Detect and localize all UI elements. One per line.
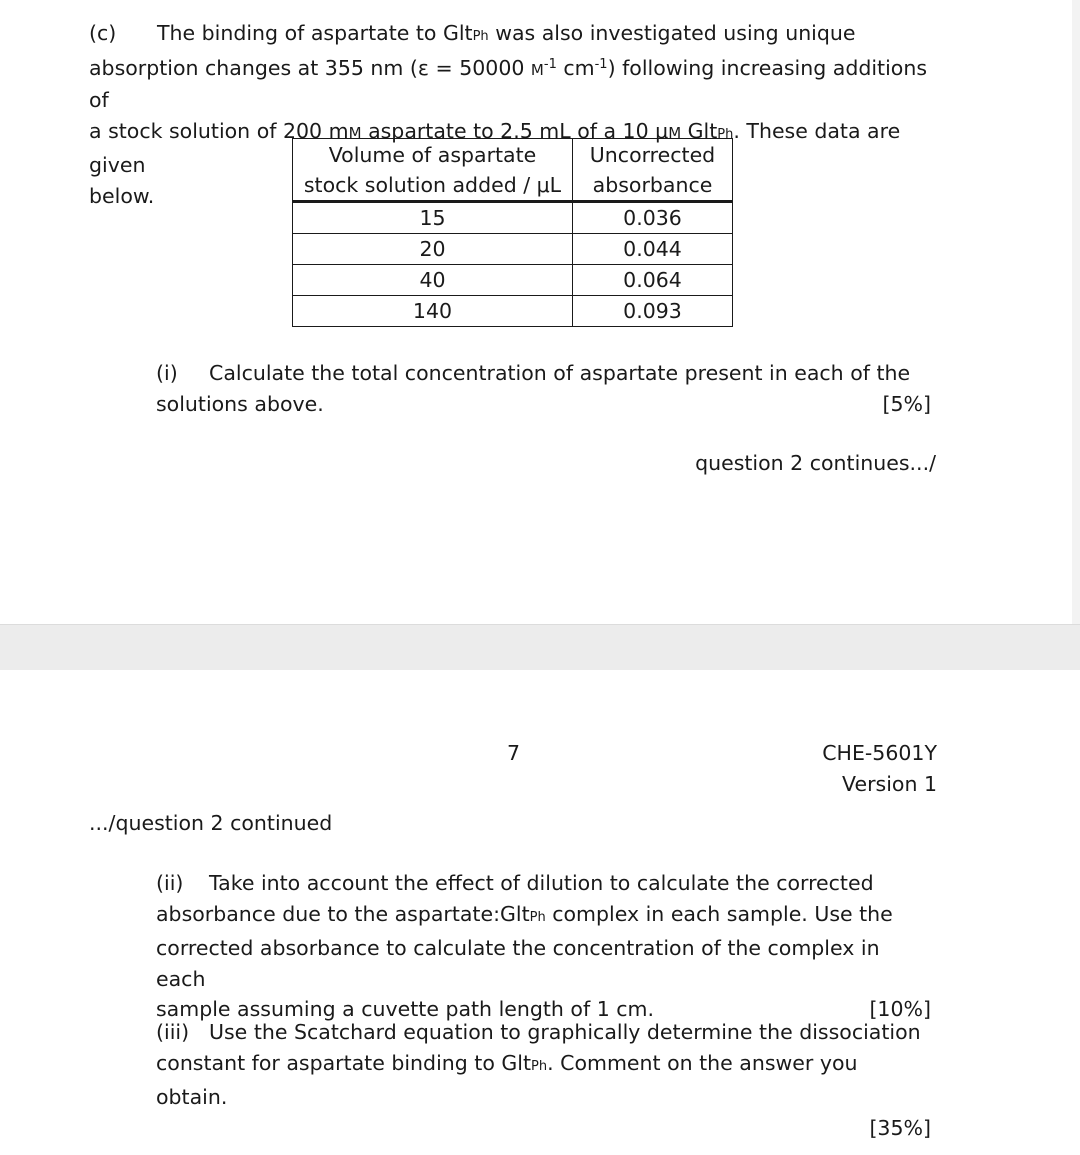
question-continued-note: .../question 2 continued [89, 811, 333, 835]
table-row [293, 234, 733, 265]
part-iii-marks: [35%] [869, 1115, 931, 1140]
header-absorbance: Uncorrected absorbance [573, 139, 733, 202]
absorbance-data-table [292, 138, 733, 327]
part-i-question: (i) Calculate the total concentration of aspartate present in each of the solutions above. [5%] [156, 358, 931, 419]
question-c-line-4: below. [89, 183, 155, 208]
question-c-line-1: (c) The binding of aspartate to GltPh was also investigated using unique [89, 18, 949, 53]
part-i-marks: [5%] [882, 391, 931, 416]
volume-cell: 20 [293, 234, 573, 265]
question-c-line-2: absorption changes at 355 nm (ε = 50000 $M^{-1}$ $cm^{-1}$) following increasing additions of [89, 55, 928, 112]
absorbance-cell: 0.036 [573, 202, 733, 234]
part-iii-label: (iii) [156, 1020, 190, 1044]
absorbance-cell: 0.093 [573, 296, 733, 327]
volume-cell: 15 [293, 202, 573, 234]
table-header-row [293, 139, 733, 202]
course-info [822, 738, 937, 799]
absorbance-cell: 0.064 [573, 265, 733, 296]
table-row [293, 296, 733, 327]
page-edge [1072, 0, 1080, 624]
part-iii-question: (iii) Use the Scatchard equation to graphically determine the dissociation constant for aspartate binding to GltPh. Comment on the answer you obtain. [35%] [156, 1017, 931, 1143]
table-row [293, 265, 733, 296]
question-continues-note: question 2 continues.../ [695, 451, 936, 475]
version-label: Version 1 [842, 771, 937, 796]
volume-cell: 140 [293, 296, 573, 327]
part-ii-marks: [10%] [869, 997, 931, 1021]
part-ii-label: (ii) [156, 871, 184, 895]
absorbance-cell: 0.044 [573, 234, 733, 265]
course-code: CHE-5601Y [822, 741, 937, 765]
question-c-label: (c) [89, 21, 117, 45]
volume-cell: 40 [293, 265, 573, 296]
header-volume: Volume of aspartate stock solution added / μL [293, 139, 573, 202]
part-ii-question: (ii) Take into account the effect of dilution to calculate the corrected absorbance due to the aspartate:GltPh complex in each sample. Use the corrected absorbance to calculate the concentration of the complex in each sample assuming a cuvette path length of 1 cm. [10%] [156, 868, 931, 1025]
table-row [293, 202, 733, 234]
page-number: 7 [507, 741, 521, 765]
question-c-line-3: a stock solution of 200 mM aspartate to 2.5 mL of a 10 μM GltPh. These data are given [89, 118, 901, 177]
page-separator [0, 624, 1080, 670]
part-i-label: (i) [156, 361, 178, 385]
